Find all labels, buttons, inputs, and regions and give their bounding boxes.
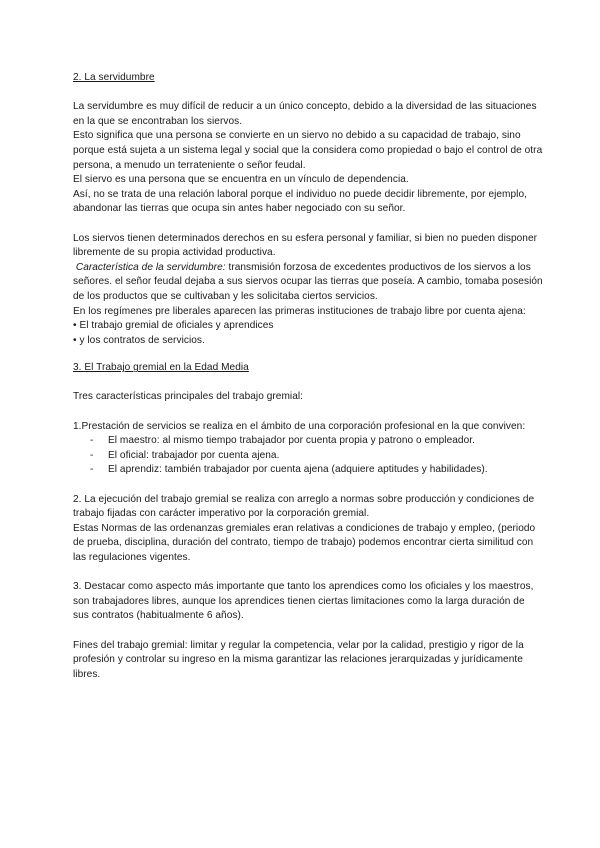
list-item: - El oficial: trabajador por cuenta ajena.	[73, 449, 543, 464]
list-item: - El aprendiz: también trabajador por cuenta ajena (adquiere aptitudes y habilidades).	[73, 463, 543, 478]
paragraph-caracteristica	[73, 261, 543, 305]
document-body	[73, 71, 543, 682]
dash-list	[73, 434, 543, 478]
paragraph: En los regímenes pre liberales aparecen las primeras instituciones de trabajo libre por cuenta ajena:	[73, 305, 526, 317]
section-heading-trabajo-gremial: 3. El Trabajo gremial en la Edad Media	[73, 362, 249, 374]
paragraph-text: transmisión forzosa de excedentes productivos de los siervos a los señores. el señor feudal dejaba a sus siervos ocupar las tierras que poseía. A cambio, tomaba posesión de los productos que se cultivaban y les solicitaba ciertos servicios.	[73, 261, 543, 302]
paragraph: Tres características principales del trabajo gremial:	[73, 391, 304, 403]
paragraph: 2. La ejecución del trabajo gremial se realiza con arreglo a normas sobre producción y condiciones de trabajo fijadas con carácter imperativo por la corporación gremial.	[73, 493, 535, 520]
paragraph: Estas Normas de las ordenanzas gremiales eran relativas a condiciones de trabajo y empleo, (periodo de prueba, disciplina, duración del contrato, tiempo de trabajo) podemos encontrar cierta similitud con las regulaciones vigentes.	[73, 522, 536, 563]
bullet-item: • El trabajo gremial de oficiales y aprendices	[73, 320, 274, 332]
section-heading-servidumbre: 2. La servidumbre	[73, 72, 155, 83]
italic-label: Característica de la servidumbre:	[75, 261, 226, 273]
paragraph: El siervo es una persona que se encuentra en un vínculo de dependencia.	[73, 174, 409, 186]
paragraph: Fines del trabajo gremial: limitar y regular la competencia, velar por la calidad, prestigio y rigor de la profesión y controlar su ingreso en la misma garantizar las relaciones jerarquizadas y jurídicamente libres.	[73, 639, 524, 680]
paragraph: 3. Destacar como aspecto más importante que tanto los aprendices como los oficiales y los maestros, son trabajadores libres, aunque los aprendices tienen ciertas limitaciones como la larga duración de sus contratos (habitualmente 6 años).	[73, 581, 534, 622]
paragraph: Así, no se trata de una relación laboral porque el individuo no puede decidir libremente, por ejemplo, abandonar las tierras que ocupa sin antes haber negociado con su señor.	[73, 188, 527, 215]
paragraph: La servidumbre es muy difícil de reducir a un único concepto, debido a la diversidad de las situaciones en la que se encontraban los siervos.	[73, 101, 537, 127]
bullet-item: • y los contratos de servicios.	[73, 334, 205, 346]
paragraph: Los siervos tienen determinados derechos en su esfera personal y familiar, si bien no pueden disponer libremente de su propia actividad productiva.	[73, 232, 538, 259]
paragraph: 1.Prestación de servicios se realiza en el ámbito de una corporación profesional en la que conviven:	[73, 420, 526, 432]
paragraph: Esto significa que una persona se convierte en un siervo no debido a su capacidad de trabajo, sino porque está sujeta a un sistema legal y social que la considera como propiedad o bajo el control de otra persona, a menudo un terrateniente o señor feudal.	[73, 130, 543, 171]
list-item: - El maestro: al mismo tiempo trabajador por cuenta propia y patrono o empleador.	[73, 434, 543, 449]
